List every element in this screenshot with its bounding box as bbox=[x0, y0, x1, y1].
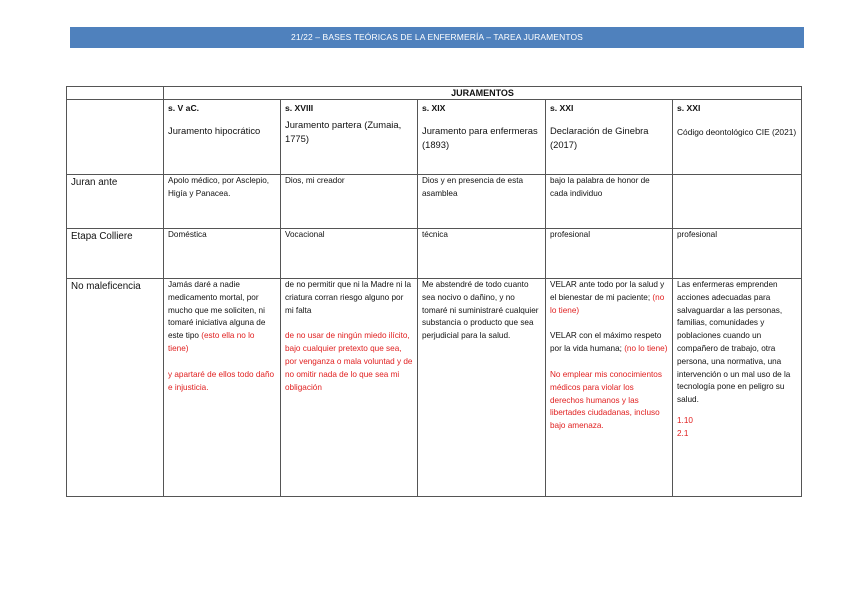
table-cell: profesional bbox=[546, 229, 673, 279]
column-header bbox=[164, 100, 281, 175]
empty-corner-cell bbox=[67, 87, 164, 100]
column-oath-name: Juramento partera (Zumaia, 1775) bbox=[285, 118, 402, 144]
cell-extra-text: No emplear mis conocimientos médicos para violar los derechos humanos y las libertades ciudadanas, incluso bajo amenaza. bbox=[550, 369, 662, 431]
table-cell: bajo la palabra de honor de cada individuo bbox=[546, 175, 673, 229]
column-period: s. V aC. bbox=[168, 103, 200, 113]
table-row bbox=[67, 175, 802, 229]
table-cell: Apolo médico, por Asclepio, Higía y Panacea. bbox=[164, 175, 281, 229]
cell-extra-text: y apartaré de ellos todo daño e injusticia. bbox=[168, 369, 275, 392]
table-cell: Dios, mi creador bbox=[281, 175, 418, 229]
empty-header-cell bbox=[67, 100, 164, 175]
column-period: s. XVIII bbox=[285, 103, 314, 113]
column-period: s. XXI bbox=[550, 103, 574, 113]
cell-text: Las enfermeras emprenden acciones adecuadas para salvaguardar a las personas, familias, comunidades y poblaciones cuando un compañero de trabajo, otra persona, una normativa, una intervención o un mal uso de la tecnología pone en peligro su salud. bbox=[677, 280, 791, 405]
cell-text: de no permitir que ni la Madre ni la criatura corran riesgo alguno por mi falta bbox=[285, 280, 412, 315]
table-cell: Dios y en presencia de esta asamblea bbox=[418, 175, 546, 229]
teacher-note: (esto ella no lo tiene) bbox=[168, 331, 255, 353]
cell-extra-text: de no usar de ningún miedo ilícito, bajo cualquier pretexto que sea, por venganza o mala voluntad y de no omitir nada de lo que sea mi obligación bbox=[285, 331, 413, 392]
column-oath-name: Declaración de Ginebra (2017) bbox=[550, 124, 649, 150]
teacher-note: (no lo tiene) bbox=[550, 292, 665, 315]
table-cell bbox=[164, 279, 281, 497]
table-cell: Vocacional bbox=[281, 229, 418, 279]
column-header bbox=[281, 100, 418, 175]
teacher-note: (no lo tiene) bbox=[624, 344, 668, 354]
cell-text: Jamás daré a nadie medicamento mortal, por mucho que me soliciten, ni tomaré iniciativa alguna de este tipo bbox=[168, 280, 266, 341]
document-header-banner: 21/22 – BASES TEÓRICAS DE LA ENFERMERÍA – TAREA JURAMENTOS bbox=[70, 27, 804, 48]
table-cell: técnica bbox=[418, 229, 546, 279]
column-oath-name: Código deontológico CIE (2021) bbox=[677, 126, 797, 137]
table-row bbox=[67, 279, 802, 497]
column-period: s. XXI bbox=[677, 103, 701, 113]
table-cell bbox=[673, 175, 802, 229]
row-label: No maleficencia bbox=[67, 279, 164, 497]
oaths-table bbox=[66, 86, 802, 497]
cell-text: Me abstendré de todo cuanto sea nocivo o dañino, y no tomaré ni suministraré cualquier substancia o producto que sea perjudicial para la salud. bbox=[422, 280, 539, 341]
table-cell bbox=[418, 279, 546, 497]
column-oath-name: Juramento para enfermeras (1893) bbox=[422, 124, 538, 150]
reference-number: 1.10 bbox=[677, 415, 693, 425]
table-row bbox=[67, 229, 802, 279]
row-label: Juran ante bbox=[67, 175, 164, 229]
table-cell: Doméstica bbox=[164, 229, 281, 279]
column-oath-name: Juramento hipocrático bbox=[168, 124, 261, 136]
table-cell bbox=[281, 279, 418, 497]
row-label: Etapa Colliere bbox=[67, 229, 164, 279]
reference-number: 2.1 bbox=[677, 428, 689, 438]
column-header bbox=[673, 100, 802, 175]
column-header bbox=[418, 100, 546, 175]
table-cell: profesional bbox=[673, 229, 802, 279]
table-title: JURAMENTOS bbox=[164, 87, 802, 100]
table-cell bbox=[546, 279, 673, 497]
column-period: s. XIX bbox=[422, 103, 446, 113]
cell-text: VELAR ante todo por la salud y el bienestar de mi paciente; bbox=[550, 280, 665, 302]
table-cell bbox=[673, 279, 802, 497]
column-header bbox=[546, 100, 673, 175]
cell-text: VELAR con el máximo respeto por la vida humana; bbox=[550, 331, 662, 354]
